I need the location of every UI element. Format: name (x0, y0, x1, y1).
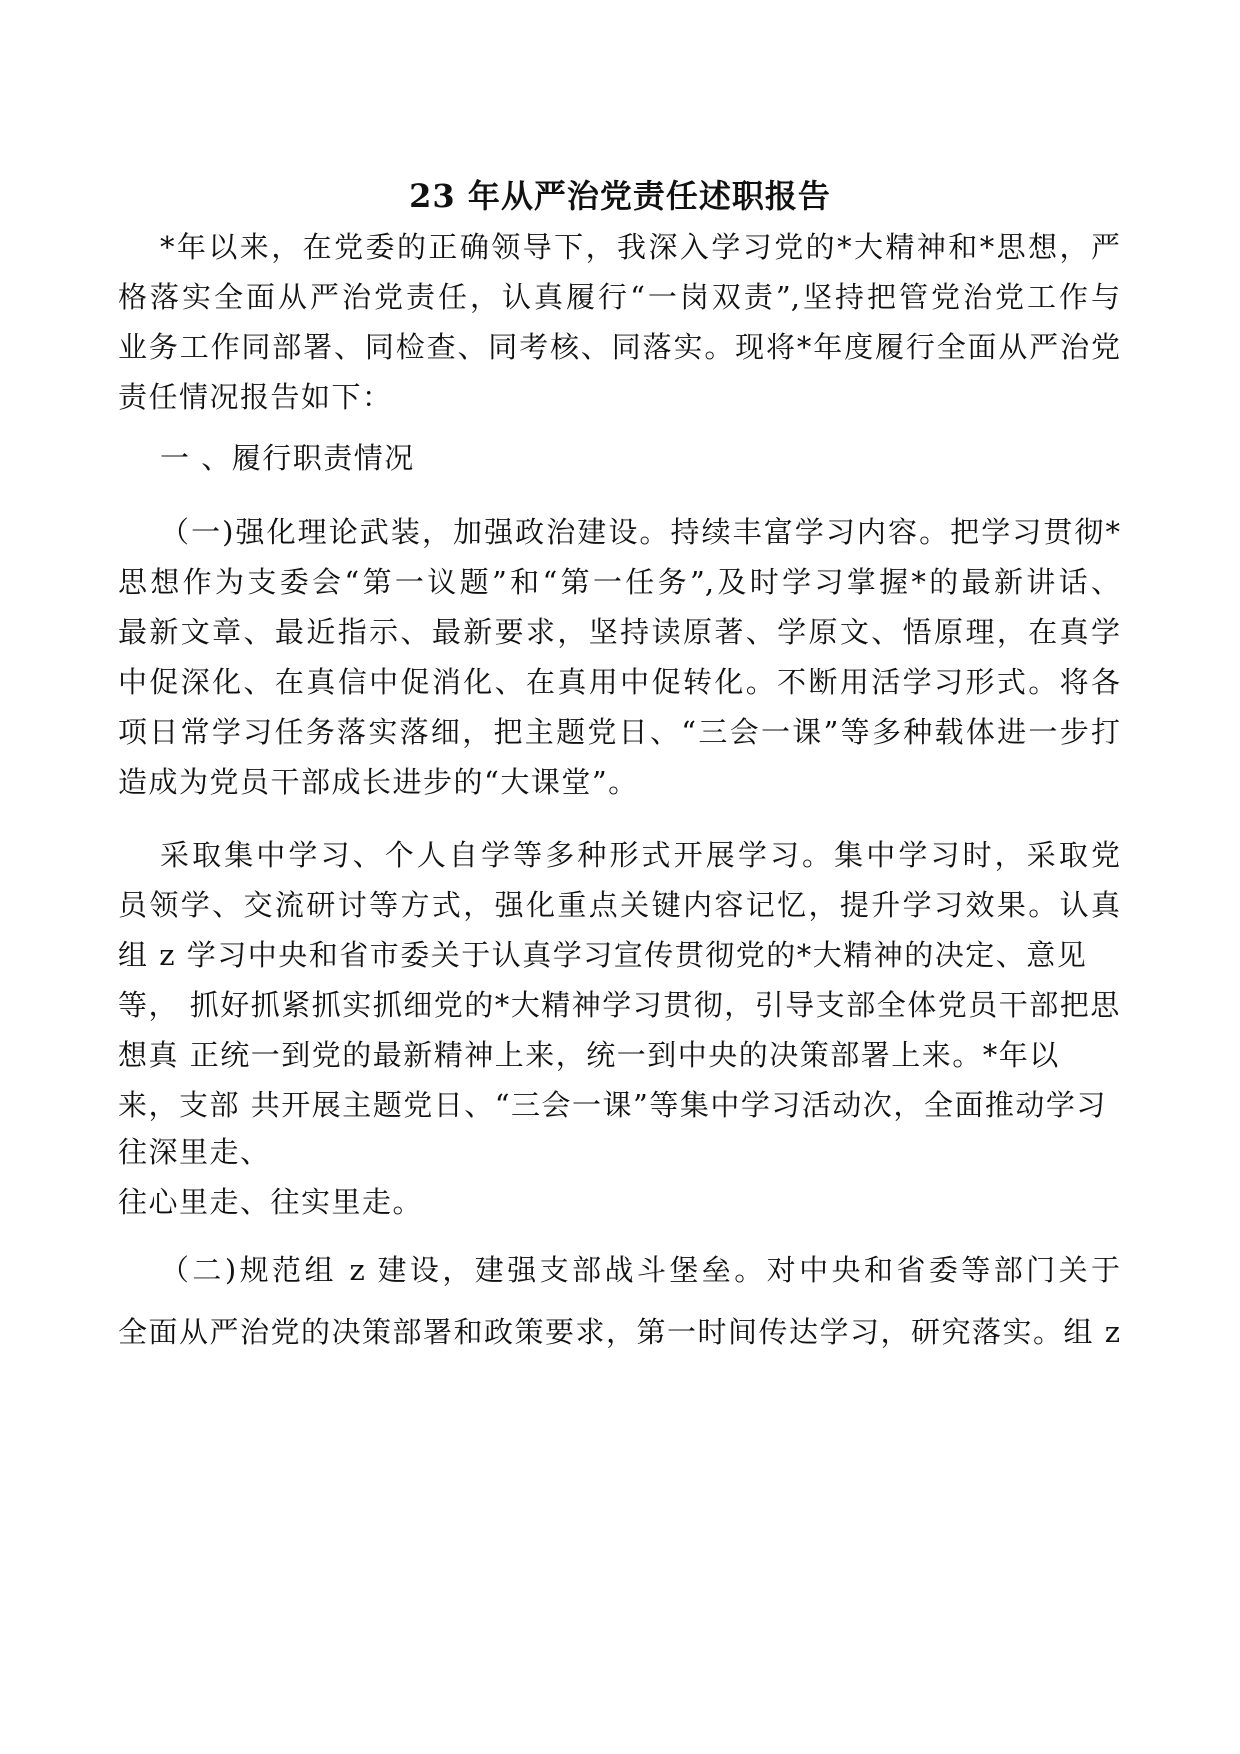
document-title: 23 年从严治党责任述职报告 (409, 177, 831, 215)
paragraph-line: 格落实全面从严治党责任，认真履行“一岗双责”,坚持把管党治党工作与 (118, 280, 1120, 314)
paragraph-line: （一)强化理论武装，加强政治建设。持续丰富学习内容。把学习贯彻* (160, 515, 1120, 549)
paragraph-line: 往心里走、往实里走。 (118, 1185, 424, 1219)
paragraph-line: 责任情况报告如下： (118, 380, 393, 414)
paragraph-line: 项日常学习任务落实落细，把主题党日、“三会一课”等多种载体进一步打 (118, 715, 1120, 749)
paragraph-line: 采取集中学习、个人自学等多种形式开展学习。集中学习时，采取党 (160, 838, 1120, 872)
paragraph-line: 想真 正统一到党的最新精神上来，统一到中央的决策部署上来。*年以 (118, 1038, 1060, 1072)
paragraph-line: （二)规范组 z 建设，建强支部战斗堡垒。对中央和省委等部门关于 (160, 1253, 1120, 1287)
paragraph-line: 等， 抓好抓紧抓实抓细党的*大精神学习贯彻，引导支部全体党员干部把思 (118, 988, 1121, 1022)
paragraph-line: 员领学、交流研讨等方式，强化重点关键内容记忆，提升学习效果。认真 (118, 888, 1120, 922)
paragraph-line: 思想作为支委会“第一议题”和“第一任务”,及时学习掌握*的最新讲话、 (118, 565, 1120, 599)
paragraph-line: 造成为党员干部成长进步的“大课堂”。 (118, 765, 639, 799)
paragraph-line: 中促深化、在真信中促消化、在真用中促转化。不断用活学习形式。将各 (118, 665, 1120, 699)
paragraph-line: 组 z 学习中央和省市委关于认真学习宣传贯彻党的*大精神的决定、意见 (118, 938, 1088, 972)
paragraph-line: *年以来，在党委的正确领导下，我深入学习党的*大精神和*思想，严 (160, 230, 1120, 264)
section-heading: 一 、履行职责情况 (160, 441, 415, 475)
paragraph-line: 全面从严治党的决策部署和政策要求，第一时间传达学习，研究落实。组 z (118, 1315, 1120, 1349)
paragraph-line: 来，支部 共开展主题党日、“三会一课”等集中学习活动次，全面推动学习 (118, 1088, 1107, 1122)
paragraph-line: 往深里走、 (118, 1135, 271, 1169)
paragraph-line: 最新文章、最近指示、最新要求，坚持读原著、学原文、悟原理，在真学 (118, 615, 1120, 649)
paragraph-line: 业务工作同部署、同检查、同考核、同落实。现将*年度履行全面从严治党 (118, 330, 1120, 364)
